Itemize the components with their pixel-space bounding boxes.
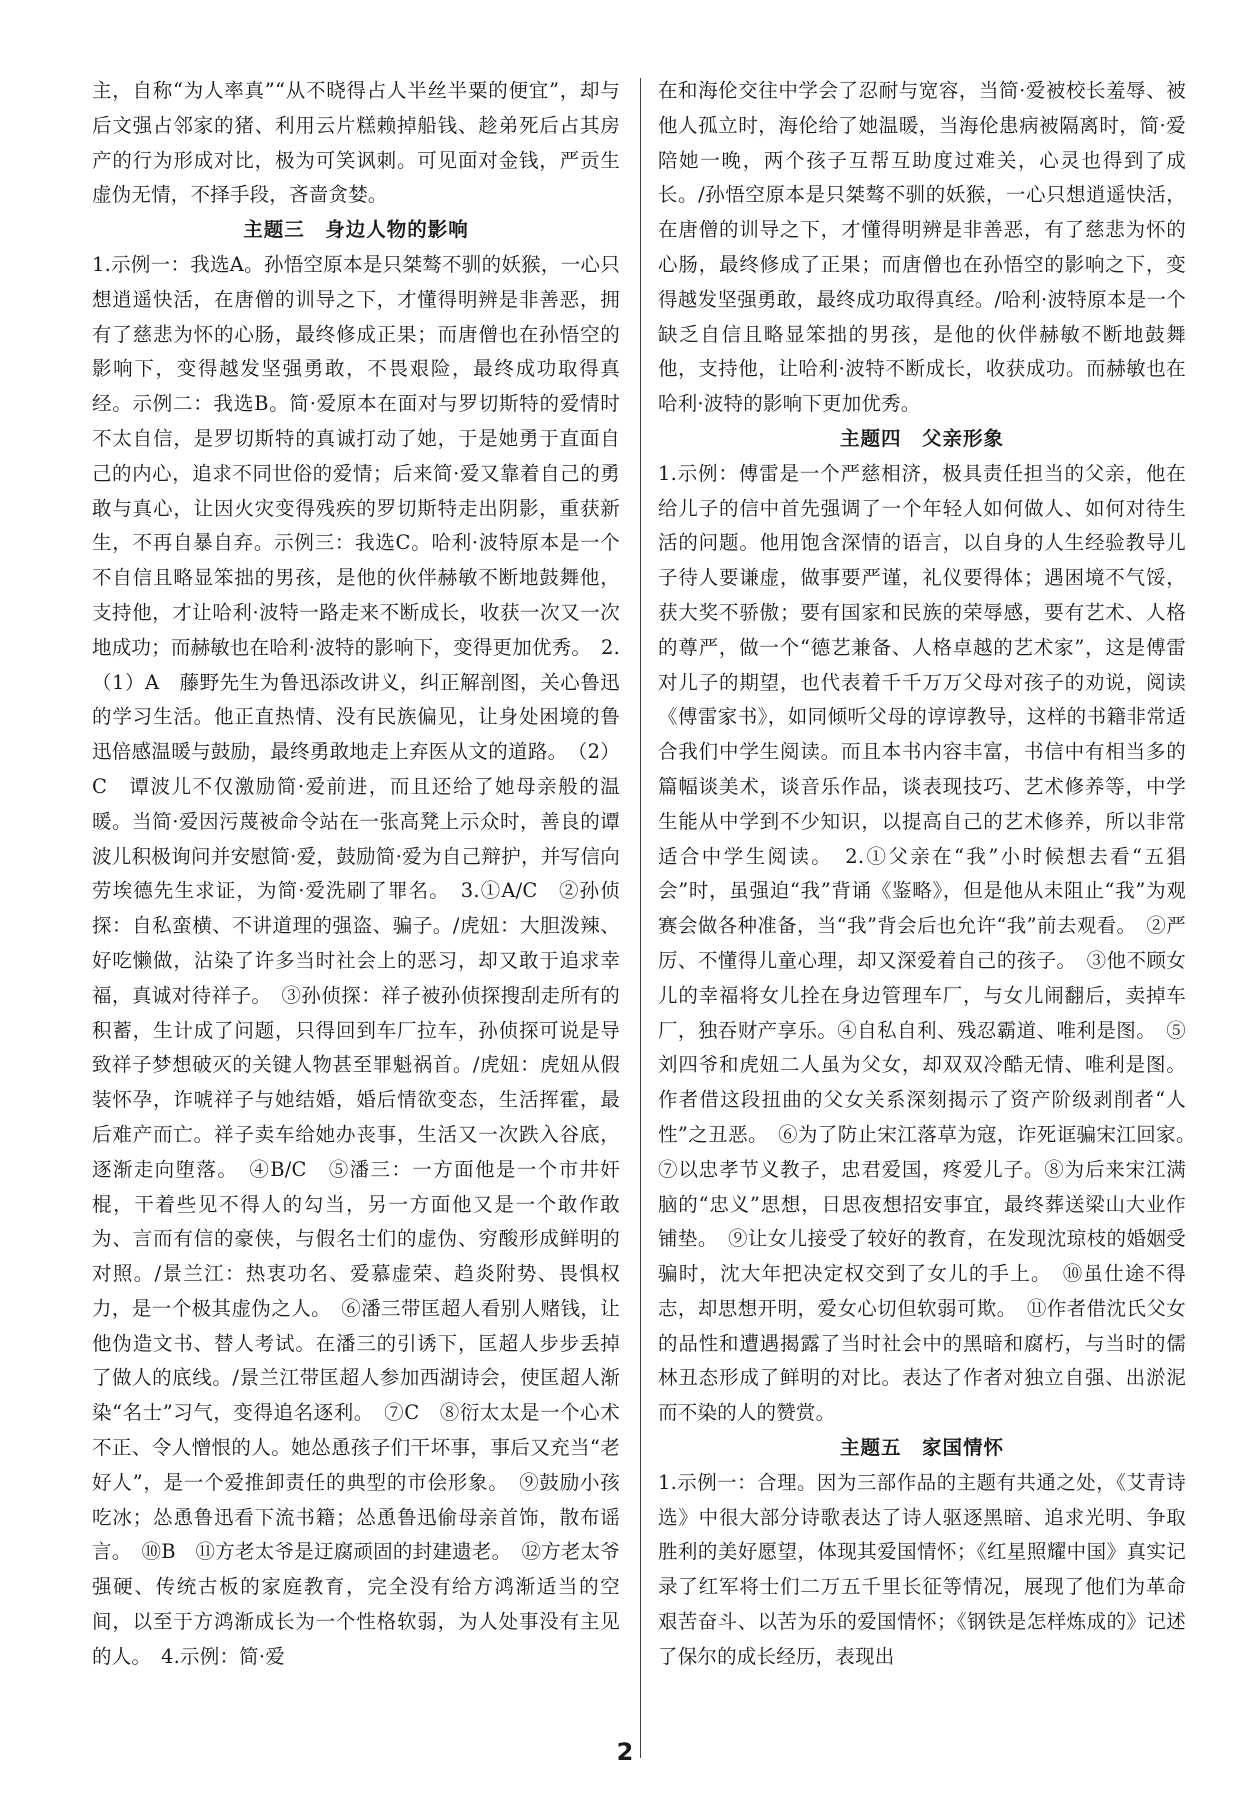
heading-theme-3: 主题三 身边人物的影响 xyxy=(243,218,469,242)
page-number: 2 xyxy=(616,1738,634,1766)
heading-theme-5: 主题五 家国情怀 xyxy=(839,1436,1004,1460)
paragraph-theme-5: 1.示例一：合理。因为三部作品的主题有共通之处，《艾青诗选》中很大部分诗歌表达了诗人驱逐黑暗、追求光明、争取胜利的美好愿望，体现其爱国情怀；《红星照耀中国》真实记录了红军将士们二万五千里长征等情况，展现了他们为革命艰苦奋斗、以苦为乐的爱国情怀；《钢铁是怎样炼成的》记述了保尔的成长经历，表现出 xyxy=(658,1470,1186,1668)
paragraph-theme-3: 1.示例一：我选A。孙悟空原本是只桀骜不驯的妖猴，一心只想逍遥快活，在唐僧的训导之下，才懂得明辨是非善恶，拥有了慈悲为怀的心肠，最终修成正果；而唐僧也在孙悟空的影响下，变得越发坚强勇敢，不畏艰险，最终成功取得真经。示例二：我选B。简·爱原本在面对与罗切斯特的爱情时不太自信，是罗切斯特的真诚打动了她，于是她勇于直面自己的内心，追求不同世俗的爱情；后来简·爱又靠着自己的勇敢与真心，让因火灾变得残疾的罗切斯特走出阴影，重获新生，不再自暴自弃。示例三：我选C。哈利·波特原本是一个不自信且略显笨拙的男孩，是他的伙伴赫敏不断地鼓舞他，支持他，才让哈利·波特一路走来不断成长，收获一次又一次地成功；而赫敏也在哈利·波特的影响下，变得更加优秀。 2.（1）A 藤野先生为鲁迅添改讲义，纠正解剖图，关心鲁迅的学习生活。他正直热情、没有民族偏见，让身处困境的鲁迅倍感温暖与鼓励，最终勇敢地走上弃医从文的道路。 （2）C 谭波儿不仅激励简·爱前进，而且还给了她母亲般的温暖。当简·爱因污蔑被命令站在一张高凳上示众时，善良的谭波儿积极询问并安慰简·爱，鼓励简·爱为自己辩护，并写信向劳埃德先生求证，为简·爱洗刷了罪名。 3.①A/C ②孙侦探：自私蛮横、不讲道理的强盗、骗子。/虎妞：大胆泼辣、好吃懒做，沾染了许多当时社会上的恶习，却又敢于追求幸福，真诚对待祥子。 ③孙侦探：祥子被孙侦探搜刮走所有的积蓄，生计成了问题，只得回到车厂拉车，孙侦探可说是导致祥子梦想破灭的关键人物甚至罪魁祸首。/虎妞：虎妞从假装怀孕，诈唬祥子与她结婚，婚后情欲变态，生活挥霍，最后难产而亡。祥子卖车给她办丧事，生活又一次跌入谷底，逐渐走向堕落。 ④B/C ⑤潘三：一方面他是一个市井奸棍，干着些见不得人的勾当，另一方面他又是一个敢作敢为、言而有信的豪侠，与假名士们的虚伪、穷酸形成鲜明的对照。/景兰江：热衷功名、爱慕虚荣、趋炎附势、畏惧权力，是一个极其虚伪之人。 ⑥潘三带匡超人看别人赌钱，让他伪造文书、替人考试。在潘三的引诱下，匡超人步步丢掉了做人的底线。/景兰江带匡超人参加西湖诗会，使匡超人渐染“名士”习气，变得追名逐利。 ⑦C ⑧衍太太是一个心术不正、令人憎恨的人。她怂恿孩子们干坏事，事后又充当“老好人”，是一个爱推卸责任的典型的市侩形象。 ⑨鼓励小孩吃冰；怂恿鲁迅看下流书籍；怂恿鲁迅偷母亲首饰，散布谣言。 ⑩B ⑪方老太爷是迂腐顽固的封建遗老。 ⑫方老太爷强硬、传统古板的家庭教育，完全没有给方鸿渐适当的空间，以至于方鸿渐成长为一个性格软弱，为人处事没有主见的人。 4.示例：简·爱 xyxy=(92,252,620,1668)
paragraph-intro: 主，自称“为人率真”“从不晓得占人半丝半粟的便宜”，却与后文强占邻家的猪、利用云片糕赖掉船钱、趁弟死后占其房产的行为形成对比，极为可笑讽刺。可见面对金钱，严贡生虚伪无情，不择手段，吝啬贪婪。 xyxy=(92,79,620,207)
left-column xyxy=(92,74,620,1675)
right-column xyxy=(658,74,1206,1675)
paragraph-continuation: 在和海伦交往中学会了忍耐与宽容，当简·爱被校长羞辱、被他人孤立时，海伦给了她温暖，当海伦患病被隔离时，简·爱陪她一晚，两个孩子互帮互助度过难关，心灵也得到了成长。/孙悟空原本是只桀骜不驯的妖猴，一心只想逍遥快活，在唐僧的训导之下，才懂得明辨是非善恶，有了慈悲为怀的心肠，最终修成了正果；而唐僧也在孙悟空的影响之下，变得越发坚强勇敢，最终成功取得真经。/哈利·波特原本是一个缺乏自信且略显笨拙的男孩，是他的伙伴赫敏不断地鼓舞他，支持他，让哈利·波特不断成长，收获成功。而赫敏也在哈利·波特的影响下更加优秀。 xyxy=(658,79,1186,416)
paragraph-theme-4: 1.示例：傅雷是一个严慈相济，极具责任担当的父亲，他在给儿子的信中首先强调了一个年轻人如何做人、如何对待生活的问题。他用饱含深情的语言，以自身的人生经验教导儿子待人要谦虚，做事要严谨，礼仪要得体；遇困境不气馁，获大奖不骄傲；要有国家和民族的荣辱感，要有艺术、人格的尊严，做一个“德艺兼备、人格卓越的艺术家”，这是傅雷对儿子的期望，也代表着千千万万父母对孩子的劝说，阅读《傅雷家书》，如同倾听父母的谆谆教导，这样的书籍非常适合我们中学生阅读。而且本书内容丰富，书信中有相当多的篇幅谈美术，谈音乐作品，谈表现技巧、艺术修养等，中学生能从中学到不少知识，以提高自己的艺术修养，所以非常适合中学生阅读。 2.①父亲在“我”小时候想去看“五猖会”时，虽强迫“我”背诵《鉴略》，但是他从未阻止“我”为观赛会做各种准备，当“我”背会后也允许“我”前去观看。 ②严厉、不懂得儿童心理，却又深爱着自己的孩子。 ③他不顾女儿的幸福将女儿拴在身边管理车厂，与女儿闹翻后，卖掉车厂，独吞财产享乐。④自私自利、残忍霸道、唯利是图。 ⑤刘四爷和虎妞二人虽为父女，却双双冷酷无情、唯利是图。作者借这段扭曲的父女关系深刻揭示了资产阶级剥削者“人性”之丑恶。 ⑥为了防止宋江落草为寇，诈死诓骗宋江回家。 ⑦以忠孝节义教子，忠君爱国，疼爱儿子。⑧为后来宋江满脑的“忠义”思想，日思夜想招安事宜，最终葬送梁山大业作铺垫。 ⑨让女儿接受了较好的教育，在发现沈琼枝的婚姻受骗时，沈大年把决定权交到了女儿的手上。 ⑩虽仕途不得志，却思想开明，爱女心切但软弱可欺。 ⑪作者借沈氏父女的品性和遭遇揭露了当时社会中的黑暗和腐朽，与当时的儒林丑态形成了鲜明的对比。表达了作者对独立自强、出淤泥而不染的人的赞赏。 xyxy=(658,461,1206,1425)
column-divider xyxy=(640,78,641,1758)
heading-theme-4: 主题四 父亲形象 xyxy=(839,426,1004,450)
